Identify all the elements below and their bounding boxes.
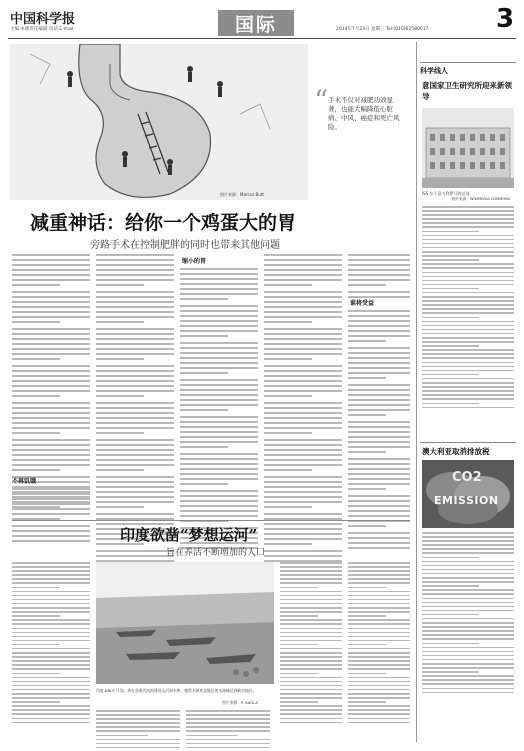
illustration-credit: 图片来源：Marcus Butt xyxy=(220,192,264,197)
section-tab-international: 国际 xyxy=(218,10,294,36)
second-story-column-1 xyxy=(12,562,90,726)
column-label-shrunken-stomach: 缩小的胃 xyxy=(182,258,207,265)
pull-quote-mark: “ xyxy=(314,84,329,117)
india-photo-credit: 图片来源：P. SAGLA xyxy=(222,700,258,705)
page-number: 3 xyxy=(496,4,515,34)
story-divider xyxy=(12,520,410,521)
second-story-column-2 xyxy=(96,710,180,751)
feature-body-column-5 xyxy=(348,254,410,301)
feature-subheadline: 旁路手术在控制肥胖的同时也带来其他问题 xyxy=(90,240,280,251)
masthead-date-line: 2014年7月23日 星期三 Tel:(010)62580617 xyxy=(336,27,429,32)
feature-headline: 减重神话：给你一个鸡蛋大的胃 xyxy=(30,212,297,234)
second-story-column-3 xyxy=(186,710,270,751)
feature-body-column-2 xyxy=(96,254,174,565)
pull-quote: 手术不仅对减肥功效显著，也能大幅降低心脏病、中风、癌症和死亡风险。 xyxy=(328,96,400,131)
feature-illustration xyxy=(10,44,308,200)
second-story-headline: 印度欲凿“梦想运河” xyxy=(120,526,258,544)
column-label-who-benefits: 谁将受益 xyxy=(350,300,375,307)
building-photo xyxy=(422,108,514,188)
iss-building-photo xyxy=(422,108,514,188)
india-photo-caption: 印度 NRLP 计划，将在各条河流间建设运河和水库，使得水源充足地区的水源输送到缺水地区。 xyxy=(96,688,257,693)
sidebar-bottom-body xyxy=(422,532,514,696)
co2-label: CO2 xyxy=(452,470,482,485)
column-divider xyxy=(416,42,417,742)
feature-body-column-5b xyxy=(348,310,410,552)
stomach-illustration xyxy=(10,44,308,200)
feature-body-column-1b xyxy=(12,488,90,545)
feature-body-column-3 xyxy=(180,268,258,552)
sidebar-heading-iss: 意国家卫生研究所迎来新领导 xyxy=(422,81,512,101)
second-story-subheadline: 旨在养活不断增加的人口 xyxy=(166,548,266,558)
feature-body-column-1 xyxy=(12,254,90,513)
sidebar-heading-australia: 澳大利亚取消排放税 xyxy=(422,447,490,456)
masthead-title: 中国科学报 xyxy=(10,12,76,27)
header-rule xyxy=(8,38,516,39)
second-story-column-5 xyxy=(348,562,410,726)
subsection-label: 不再饥饿 xyxy=(12,478,37,485)
masthead-info-line: 主编 本版责任编辑 电话 E-mail: xyxy=(10,27,75,32)
india-canal-photo xyxy=(96,562,274,684)
second-story-column-4 xyxy=(280,562,342,726)
sidebar-top-body xyxy=(422,206,514,411)
iss-photo-caption: ISS 位于意大利罗马的总部 xyxy=(422,191,470,196)
sidebar-bottom-rule xyxy=(420,442,516,443)
emission-label: EMISSION xyxy=(434,494,499,507)
river-boats-photo xyxy=(96,562,274,684)
iss-photo-credit: 图片来源：WIKIMEDIA COMMONS xyxy=(452,197,511,201)
emission-image xyxy=(422,460,514,528)
sidebar-top-rule xyxy=(420,62,516,63)
feature-body-column-4 xyxy=(264,254,342,565)
sidebar-kicker: 科学线人 xyxy=(420,67,448,75)
